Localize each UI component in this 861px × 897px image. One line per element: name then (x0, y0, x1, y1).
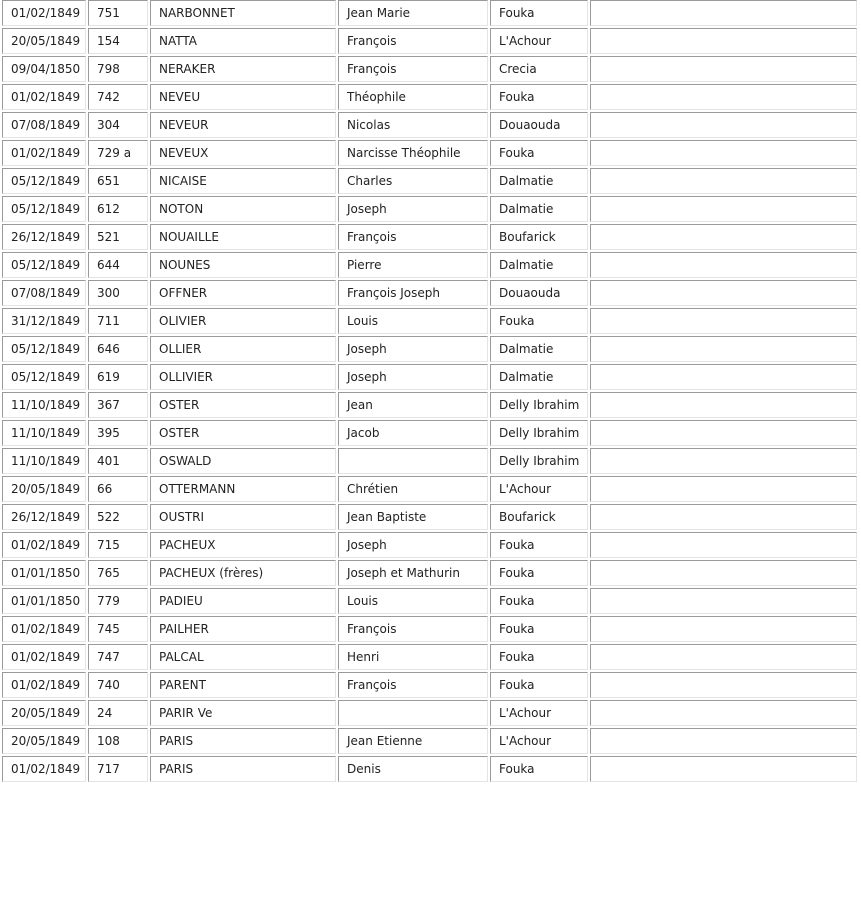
note-cell (590, 364, 857, 390)
number-cell: 751 (88, 0, 148, 26)
surname-cell: NEVEUR (150, 112, 336, 138)
date-cell: 09/04/1850 (2, 56, 86, 82)
date-cell: 11/10/1849 (2, 448, 86, 474)
note-cell (590, 196, 857, 222)
number-cell: 651 (88, 168, 148, 194)
place-cell: Douaouda (490, 112, 588, 138)
surname-cell: PARIS (150, 756, 336, 782)
surname-cell: NATTA (150, 28, 336, 54)
firstname-cell: Charles (338, 168, 488, 194)
place-cell: Fouka (490, 756, 588, 782)
surname-cell: NEVEUX (150, 140, 336, 166)
number-cell: 711 (88, 308, 148, 334)
number-cell: 779 (88, 588, 148, 614)
table-row (2, 364, 857, 390)
note-cell (590, 28, 857, 54)
number-cell: 619 (88, 364, 148, 390)
number-cell: 300 (88, 280, 148, 306)
date-cell: 01/02/1849 (2, 672, 86, 698)
place-cell: Crecia (490, 56, 588, 82)
table-row (2, 392, 857, 418)
place-cell: Fouka (490, 644, 588, 670)
note-cell (590, 168, 857, 194)
note-cell (590, 616, 857, 642)
number-cell: 740 (88, 672, 148, 698)
note-cell (590, 56, 857, 82)
number-cell: 108 (88, 728, 148, 754)
date-cell: 11/10/1849 (2, 420, 86, 446)
place-cell: L'Achour (490, 700, 588, 726)
surname-cell: PARENT (150, 672, 336, 698)
place-cell: Fouka (490, 0, 588, 26)
table-row (2, 140, 857, 166)
place-cell: L'Achour (490, 728, 588, 754)
firstname-cell: Louis (338, 588, 488, 614)
place-cell: Fouka (490, 588, 588, 614)
surname-cell: OTTERMANN (150, 476, 336, 502)
surname-cell: PACHEUX (150, 532, 336, 558)
table-row (2, 588, 857, 614)
firstname-cell: Théophile (338, 84, 488, 110)
table-row (2, 448, 857, 474)
note-cell (590, 140, 857, 166)
place-cell: L'Achour (490, 28, 588, 54)
note-cell (590, 280, 857, 306)
note-cell (590, 756, 857, 782)
table-row (2, 0, 857, 26)
date-cell: 01/02/1849 (2, 140, 86, 166)
note-cell (590, 392, 857, 418)
place-cell: L'Achour (490, 476, 588, 502)
note-cell (590, 560, 857, 586)
firstname-cell: Nicolas (338, 112, 488, 138)
place-cell: Dalmatie (490, 252, 588, 278)
table-row (2, 616, 857, 642)
number-cell: 715 (88, 532, 148, 558)
number-cell: 745 (88, 616, 148, 642)
firstname-cell: Jean Etienne (338, 728, 488, 754)
number-cell: 646 (88, 336, 148, 362)
surname-cell: PALCAL (150, 644, 336, 670)
number-cell: 401 (88, 448, 148, 474)
note-cell (590, 420, 857, 446)
number-cell: 747 (88, 644, 148, 670)
note-cell (590, 644, 857, 670)
surname-cell: OLLIER (150, 336, 336, 362)
date-cell: 01/01/1850 (2, 588, 86, 614)
table-row (2, 196, 857, 222)
date-cell: 20/05/1849 (2, 28, 86, 54)
date-cell: 20/05/1849 (2, 476, 86, 502)
note-cell (590, 588, 857, 614)
firstname-cell: Denis (338, 756, 488, 782)
date-cell: 07/08/1849 (2, 280, 86, 306)
table-row (2, 504, 857, 530)
note-cell (590, 476, 857, 502)
place-cell: Douaouda (490, 280, 588, 306)
date-cell: 01/02/1849 (2, 0, 86, 26)
number-cell: 765 (88, 560, 148, 586)
place-cell: Dalmatie (490, 196, 588, 222)
surname-cell: PARIR Ve (150, 700, 336, 726)
number-cell: 304 (88, 112, 148, 138)
surname-cell: OLLIVIER (150, 364, 336, 390)
date-cell: 05/12/1849 (2, 196, 86, 222)
table-row (2, 168, 857, 194)
number-cell: 729 a (88, 140, 148, 166)
date-cell: 01/02/1849 (2, 616, 86, 642)
firstname-cell: Joseph (338, 364, 488, 390)
registry-body (2, 0, 857, 782)
firstname-cell (338, 700, 488, 726)
table-row (2, 336, 857, 362)
note-cell (590, 224, 857, 250)
date-cell: 01/02/1849 (2, 644, 86, 670)
surname-cell: NARBONNET (150, 0, 336, 26)
firstname-cell: François (338, 28, 488, 54)
firstname-cell: Jean Baptiste (338, 504, 488, 530)
place-cell: Boufarick (490, 224, 588, 250)
firstname-cell: Joseph (338, 532, 488, 558)
place-cell: Delly Ibrahim (490, 448, 588, 474)
firstname-cell: Narcisse Théophile (338, 140, 488, 166)
place-cell: Dalmatie (490, 336, 588, 362)
note-cell (590, 252, 857, 278)
number-cell: 66 (88, 476, 148, 502)
place-cell: Dalmatie (490, 364, 588, 390)
number-cell: 395 (88, 420, 148, 446)
date-cell: 07/08/1849 (2, 112, 86, 138)
table-row (2, 224, 857, 250)
firstname-cell: Jean Marie (338, 0, 488, 26)
surname-cell: OFFNER (150, 280, 336, 306)
date-cell: 05/12/1849 (2, 252, 86, 278)
place-cell: Fouka (490, 672, 588, 698)
firstname-cell: Joseph (338, 336, 488, 362)
number-cell: 717 (88, 756, 148, 782)
surname-cell: NOUNES (150, 252, 336, 278)
surname-cell: OSTER (150, 420, 336, 446)
place-cell: Boufarick (490, 504, 588, 530)
date-cell: 20/05/1849 (2, 728, 86, 754)
surname-cell: PARIS (150, 728, 336, 754)
surname-cell: OSWALD (150, 448, 336, 474)
firstname-cell: François (338, 56, 488, 82)
firstname-cell: François (338, 672, 488, 698)
note-cell (590, 532, 857, 558)
date-cell: 26/12/1849 (2, 224, 86, 250)
table-row (2, 532, 857, 558)
surname-cell: NOTON (150, 196, 336, 222)
firstname-cell: Joseph (338, 196, 488, 222)
note-cell (590, 112, 857, 138)
note-cell (590, 672, 857, 698)
surname-cell: PADIEU (150, 588, 336, 614)
date-cell: 05/12/1849 (2, 168, 86, 194)
table-row (2, 84, 857, 110)
firstname-cell: François (338, 224, 488, 250)
date-cell: 05/12/1849 (2, 336, 86, 362)
table-row (2, 56, 857, 82)
date-cell: 11/10/1849 (2, 392, 86, 418)
firstname-cell: Chrétien (338, 476, 488, 502)
place-cell: Fouka (490, 616, 588, 642)
note-cell (590, 336, 857, 362)
date-cell: 31/12/1849 (2, 308, 86, 334)
table-row (2, 728, 857, 754)
note-cell (590, 448, 857, 474)
surname-cell: NERAKER (150, 56, 336, 82)
number-cell: 644 (88, 252, 148, 278)
date-cell: 20/05/1849 (2, 700, 86, 726)
date-cell: 01/02/1849 (2, 756, 86, 782)
place-cell: Delly Ibrahim (490, 420, 588, 446)
table-row (2, 476, 857, 502)
surname-cell: NICAISE (150, 168, 336, 194)
note-cell (590, 308, 857, 334)
firstname-cell: François (338, 616, 488, 642)
number-cell: 367 (88, 392, 148, 418)
place-cell: Fouka (490, 532, 588, 558)
number-cell: 154 (88, 28, 148, 54)
number-cell: 798 (88, 56, 148, 82)
date-cell: 01/01/1850 (2, 560, 86, 586)
firstname-cell: Henri (338, 644, 488, 670)
table-row (2, 308, 857, 334)
note-cell (590, 700, 857, 726)
surname-cell: PACHEUX (frères) (150, 560, 336, 586)
firstname-cell: Pierre (338, 252, 488, 278)
firstname-cell: François Joseph (338, 280, 488, 306)
place-cell: Fouka (490, 560, 588, 586)
surname-cell: OLIVIER (150, 308, 336, 334)
table-row (2, 280, 857, 306)
surname-cell: NEVEU (150, 84, 336, 110)
firstname-cell (338, 448, 488, 474)
note-cell (590, 728, 857, 754)
firstname-cell: Jacob (338, 420, 488, 446)
firstname-cell: Jean (338, 392, 488, 418)
note-cell (590, 504, 857, 530)
surname-cell: OSTER (150, 392, 336, 418)
number-cell: 742 (88, 84, 148, 110)
surname-cell: OUSTRI (150, 504, 336, 530)
table-row (2, 700, 857, 726)
place-cell: Fouka (490, 308, 588, 334)
place-cell: Delly Ibrahim (490, 392, 588, 418)
surname-cell: PAILHER (150, 616, 336, 642)
table-row (2, 672, 857, 698)
place-cell: Fouka (490, 140, 588, 166)
number-cell: 521 (88, 224, 148, 250)
table-row (2, 756, 857, 782)
number-cell: 24 (88, 700, 148, 726)
number-cell: 522 (88, 504, 148, 530)
table-row (2, 560, 857, 586)
date-cell: 01/02/1849 (2, 532, 86, 558)
place-cell: Dalmatie (490, 168, 588, 194)
date-cell: 26/12/1849 (2, 504, 86, 530)
date-cell: 05/12/1849 (2, 364, 86, 390)
table-row (2, 112, 857, 138)
firstname-cell: Joseph et Mathurin (338, 560, 488, 586)
table-row (2, 252, 857, 278)
table-row (2, 28, 857, 54)
table-row (2, 420, 857, 446)
note-cell (590, 0, 857, 26)
firstname-cell: Louis (338, 308, 488, 334)
table-row (2, 644, 857, 670)
number-cell: 612 (88, 196, 148, 222)
surname-cell: NOUAILLE (150, 224, 336, 250)
date-cell: 01/02/1849 (2, 84, 86, 110)
note-cell (590, 84, 857, 110)
place-cell: Fouka (490, 84, 588, 110)
